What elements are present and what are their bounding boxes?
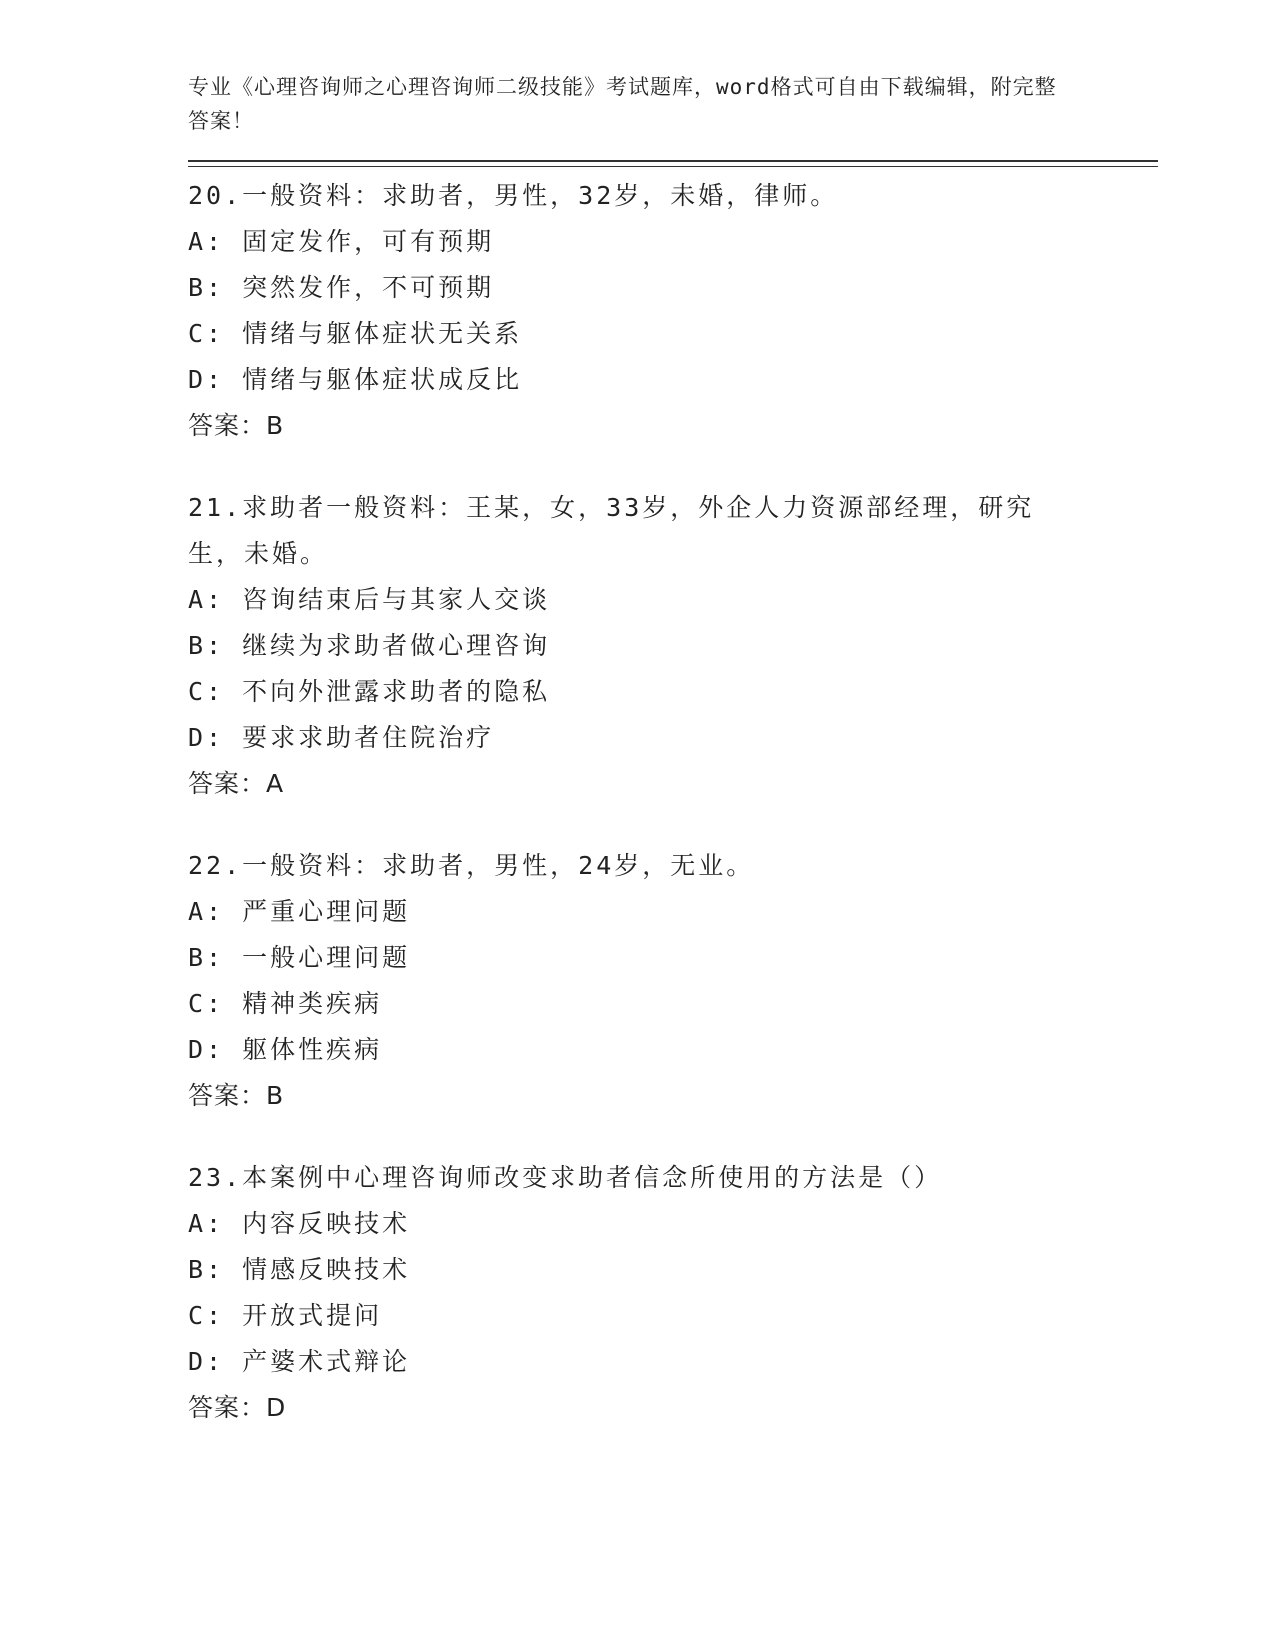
question-stem: 23.本案例中心理咨询师改变求助者信念所使用的方法是（）	[188, 1163, 943, 1192]
option-c: C: 情绪与躯体症状无关系	[188, 319, 523, 348]
option-a: A: 严重心理问题	[188, 897, 411, 926]
option-c: C: 开放式提问	[188, 1301, 383, 1330]
document-header: 专业《心理咨询师之心理咨询师二级技能》考试题库，word格式可自由下载编辑，附完整答案！	[188, 75, 1057, 133]
answer: 答案：B	[188, 1081, 285, 1110]
question-stem: 22.一般资料：求助者，男性，24岁，无业。	[188, 851, 755, 880]
question-22	[188, 843, 1158, 1119]
option-a: A: 固定发作，可有预期	[188, 227, 495, 256]
option-a: A: 咨询结束后与其家人交谈	[188, 585, 551, 614]
question-21	[188, 485, 1158, 807]
option-c: C: 不向外泄露求助者的隐私	[188, 677, 551, 706]
option-b: B: 继续为求助者做心理咨询	[188, 631, 551, 660]
option-d: D: 要求求助者住院治疗	[188, 723, 495, 752]
option-d: D: 情绪与躯体症状成反比	[188, 365, 523, 394]
answer: 答案：A	[188, 769, 285, 798]
option-d: D: 躯体性疾病	[188, 1035, 383, 1064]
option-b: B: 一般心理问题	[188, 943, 411, 972]
answer: 答案：D	[188, 1393, 287, 1422]
option-b: B: 情感反映技术	[188, 1255, 411, 1284]
header-divider	[188, 160, 1158, 167]
answer: 答案：B	[188, 411, 285, 440]
option-d: D: 产婆术式辩论	[188, 1347, 411, 1376]
document-page	[188, 70, 1158, 1431]
question-stem: 21.求助者一般资料：王某，女，33岁，外企人力资源部经理，研究生，未婚。	[188, 493, 1035, 568]
question-20	[188, 173, 1158, 449]
question-23	[188, 1155, 1158, 1431]
question-stem: 20.一般资料：求助者，男性，32岁，未婚，律师。	[188, 181, 839, 210]
option-c: C: 精神类疾病	[188, 989, 383, 1018]
option-a: A: 内容反映技术	[188, 1209, 411, 1238]
option-b: B: 突然发作，不可预期	[188, 273, 495, 302]
